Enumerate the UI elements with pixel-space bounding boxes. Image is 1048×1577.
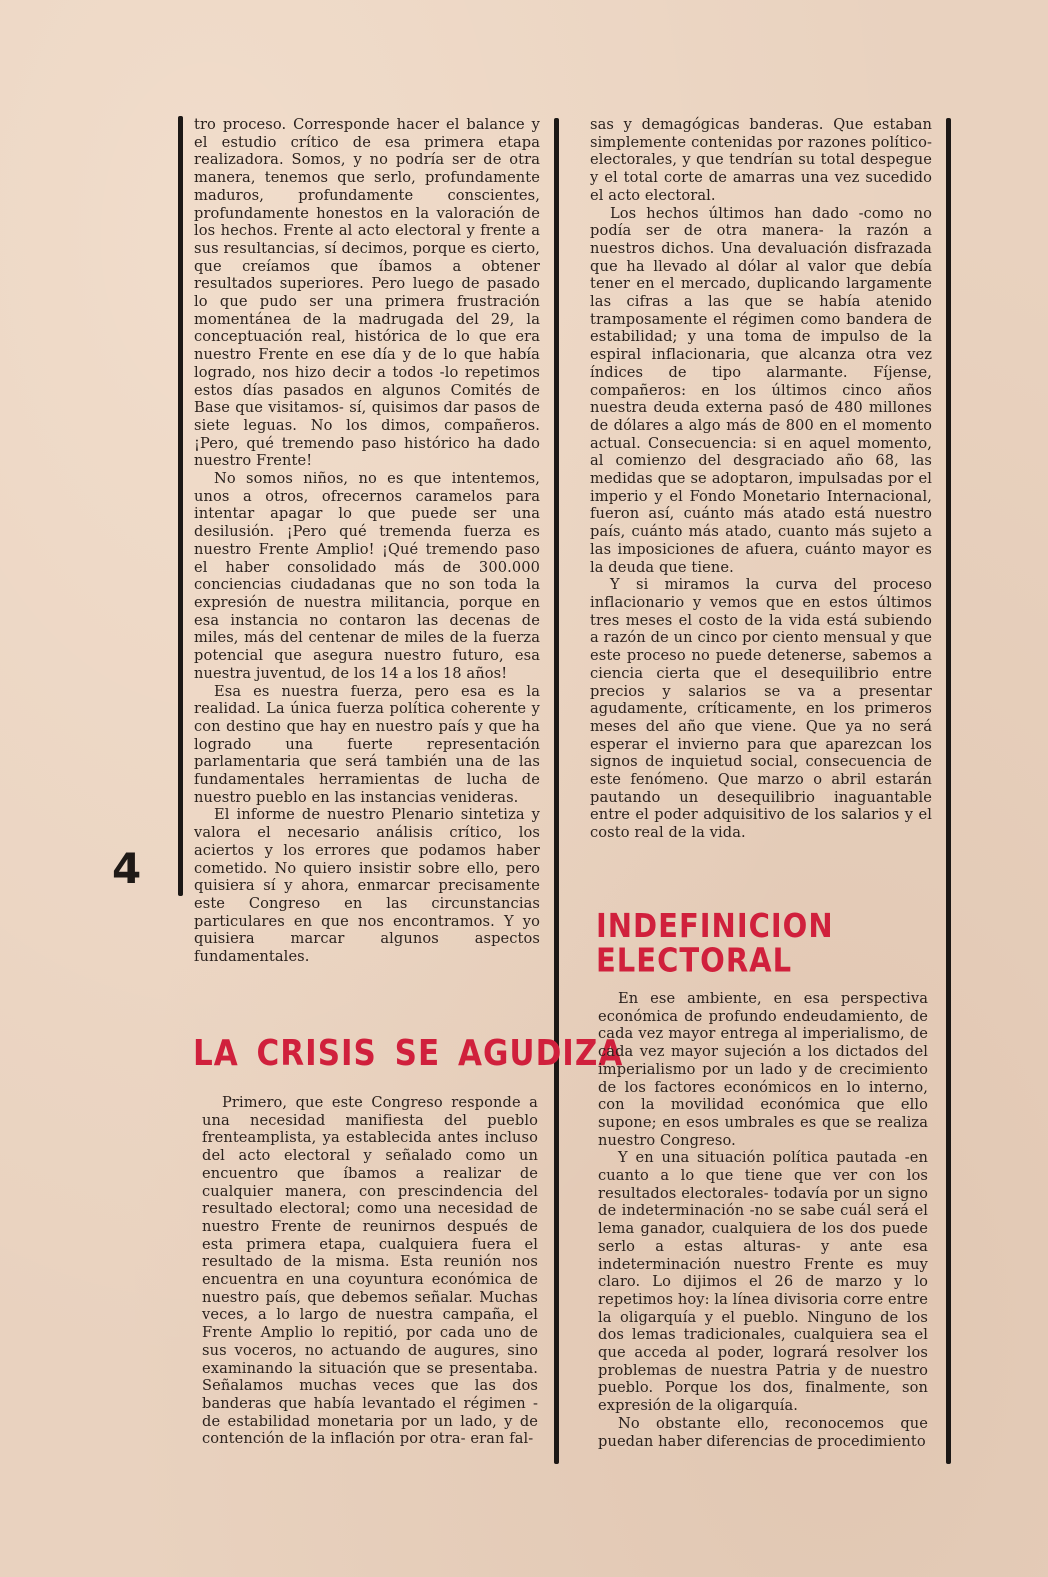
paragraph: No somos niños, no es que intentemos, unos a otros, ofrecernos caramelos para intentar apagar lo que puede ser una desilusión. ¡Pero qué tremenda fuerza es nuestro Frente Amplio! ¡Qué tremendo paso el haber consolidado más de 300.000 conciencias ciudadanas que no son toda la expresión de nuestra militancia, porque en esa instancia no contaron las decenas de miles, más del centenar de miles de la fuerza potencial que asegura nuestro futuro, esa nuestra juventud, de los 14 a los 18 años!	[194, 470, 540, 682]
paragraph: Y en una situación política pautada -en cuanto a lo que tiene que ver con los resultados electorales- todavía por un signo de indeterminación -no se sabe cuál será el lema ganador, cualquiera de los dos puede serlo a estas alturas- y ante esa indeterminación nuestro Frente es muy claro. Lo dijimos el 26 de marzo y lo repetimos hoy: la línea divisoria corre entre la oligarquía y el pueblo. Ninguno de los dos lemas tradicionales, cualquiera sea el que acceda al poder, logrará resolver los problemas de nuestra Patria y de nuestro pueblo. Porque los dos, finalmente, son expresión de la oligarquía.	[598, 1149, 928, 1415]
heading-line: ELECTORAL	[596, 940, 793, 980]
paragraph: Primero, que este Congreso responde a una necesidad manifiesta del pueblo frenteamplista, ya establecida antes incluso del acto electoral y señalado como un encuentro que íbamos a realizar de cualquier manera, con prescindencia del resultado electoral; como una necesidad de nuestro Frente de reunirnos después de esta primera etapa, cualquiera fuera el resultado de la misma. Esta reunión nos encuentra en una coyuntura económica de nuestro país, que debemos señalar. Muchas veces, a lo largo de nuestra campaña, el Frente Amplio lo repitió, por cada uno de sus voceros, no actuando de augures, sino examinando la situación que se presentaba. Señalamos muchas veces que las dos banderas que había levantado el régimen -de estabilidad monetaria por un lado, y de contención de la inflación por otra- eran fal-	[202, 1094, 538, 1448]
paragraph: sas y demagógicas banderas. Que estaban simplemente contenidas por razones político-electorales, y que tendrían su total despegue y el total corte de amarras una vez sucedido el acto electoral.	[590, 116, 932, 204]
paragraph: Y si miramos la curva del proceso inflacionario y vemos que en estos últimos tres meses el costo de la vida está subiendo a razón de un cinco por ciento mensual y que este proceso no puede detenerse, sabemos a ciencia cierta que el desequilibrio entre precios y salarios se va a presentar agudamente, críticamente, en los primeros meses del año que viene. Que ya no será esperar el invierno para que aparezcan los signos de inquietud social, consecuencia de este fenómeno. Que marzo o abril estarán pautando un desequilibrio inaguantable entre el poder adquisitivo de los salarios y el costo real de la vida.	[590, 576, 932, 842]
paragraph: El informe de nuestro Plenario sintetiza y valora el necesario análisis crítico, los aciertos y los errores que podamos haber cometido. No quiero insistir sobre ello, pero quisiera sí y ahora, enmarcar precisamente este Congreso en las circunstancias particulares en que nos encontramos. Y yo quisiera marcar algunos aspectos fundamentales.	[194, 806, 540, 966]
article-column-left-top	[194, 116, 540, 966]
article-column-right-bottom	[598, 990, 928, 1450]
heading-line: INDEFINICION	[596, 905, 834, 945]
paragraph: En ese ambiente, en esa perspectiva económica de profundo endeudamiento, de cada vez mayor entrega al imperialismo, de cada vez mayor sujeción a los dictados del imperialismo por un lado y de crecimiento de los factores económicos en lo interno, con la movilidad económica que ello supone; en esos umbrales es que se realiza nuestro Congreso.	[598, 990, 928, 1149]
column-rule-middle	[554, 118, 559, 1464]
article-column-right-top	[590, 116, 932, 842]
page-number: 4	[112, 844, 142, 893]
article-column-left-bottom	[202, 1094, 538, 1448]
paragraph: tro proceso. Corresponde hacer el balance y el estudio crítico de esa primera etapa realizadora. Somos, y no podría ser de otra manera, tenemos que serlo, profundamente maduros, profundamente conscientes, profundamente honestos en la valoración de los hechos. Frente al acto electoral y frente a sus resultancias, sí decimos, porque es cierto, que creíamos que íbamos a obtener resultados superiores. Pero luego de pasado lo que pudo ser una primera frustración momentánea de la madrugada del 29, la conceptuación real, histórica de lo que era nuestro Frente en ese día y de lo que había logrado, nos hizo decir a todos -lo repetimos estos días pasados en algunos Comités de Base que visitamos- sí, quisimos dar pasos de siete leguas. No los dimos, compañeros. ¡Pero, qué tremendo paso histórico ha dado nuestro Frente!	[194, 116, 540, 470]
paragraph: Esa es nuestra fuerza, pero esa es la realidad. La única fuerza política coherente y con destino que hay en nuestro país y que ha logrado una fuerte representación parlamentaria que será también una de las fundamentales herramientas de lucha de nuestro pueblo en las instancias venideras.	[194, 682, 540, 806]
paragraph: No obstante ello, reconocemos que puedan haber diferencias de procedimiento	[598, 1414, 928, 1450]
column-rule-left	[178, 116, 183, 896]
paragraph: Los hechos últimos han dado -como no podía ser de otra manera- la razón a nuestros dichos. Una devaluación disfrazada que ha llevado al dólar al valor que debía tener en el mercado, duplicando largamente las cifras a las que se había atenido tramposamente el régimen como bandera de estabilidad; y una toma de impulso de la espiral inflacionaria, que alcanza otra vez índices de tipo alarmante. Fíjense, compañeros: en los últimos cinco años nuestra deuda externa pasó de 480 millones de dólares a algo más de 800 en el momento actual. Consecuencia: si en aquel momento, al comienzo del desgraciado año 68, las medidas que se adoptaron, impulsadas por el imperio y el Fondo Monetario Internacional, fueron así, cuánto más atado está nuestro país, cuánto más atado, cuanto más sujeto a las imposiciones de afuera, cuánto mayor es la deuda que tiene.	[590, 204, 932, 576]
section-heading-la-crisis-se-agudiza: LA CRISIS SE AGUDIZA	[193, 1032, 624, 1074]
column-rule-right	[946, 118, 951, 1464]
section-heading-indefinicion-electoral	[596, 905, 834, 980]
